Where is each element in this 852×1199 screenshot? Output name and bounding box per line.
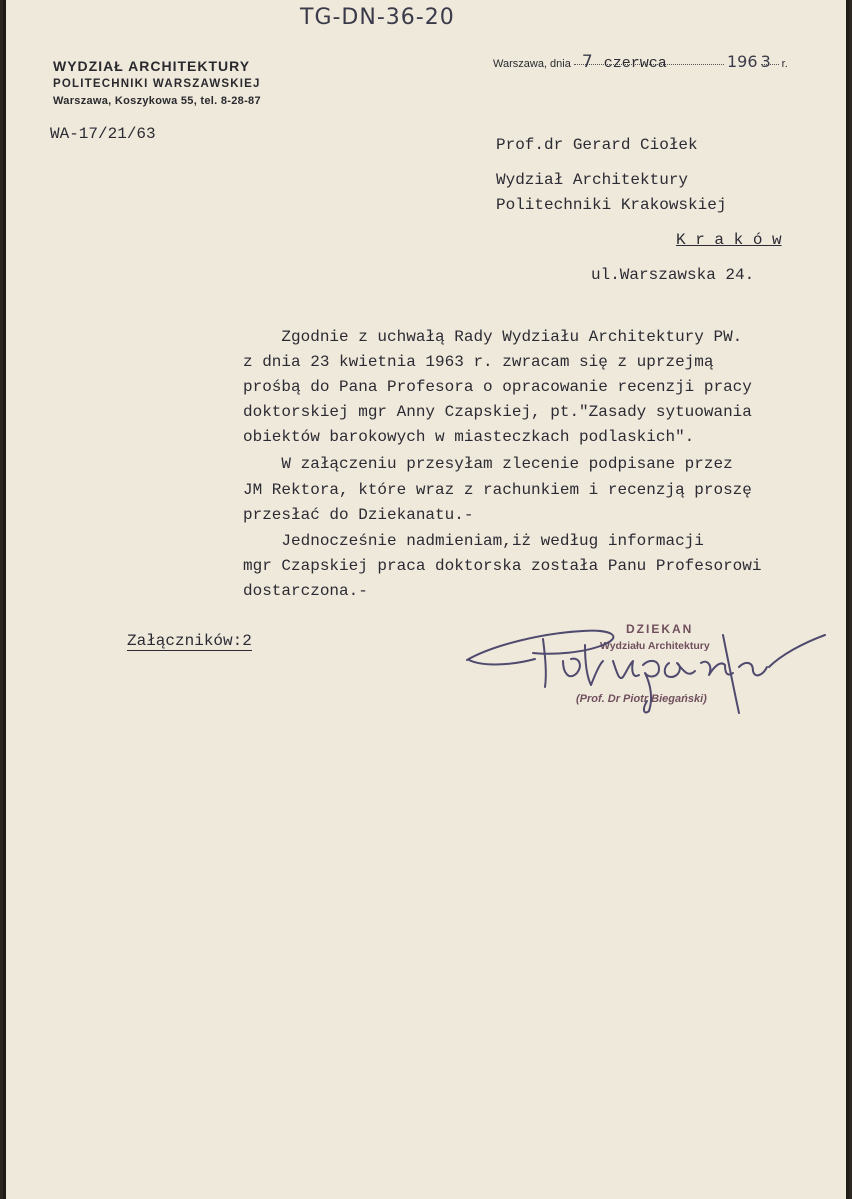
- body-line: mgr Czapskiej praca doktorska została Panu Profesorowi: [243, 557, 762, 575]
- stamp-unit: Wydziału Architektury: [600, 640, 710, 652]
- recipient-university: Politechniki Krakowskiej: [496, 196, 727, 214]
- recipient-name: Prof.dr Gerard Ciołek: [496, 136, 698, 154]
- body-line: z dnia 23 kwietnia 1963 r. zwracam się z uprzejmą: [243, 353, 714, 371]
- scan-edge-right: [846, 0, 849, 1199]
- body-line: Zgodnie z uchwałą Rady Wydziału Architektury PW.: [243, 328, 743, 346]
- date-year-digit: 3: [760, 52, 771, 71]
- letterhead-university: POLITECHNIKI WARSZAWSKIEJ: [53, 78, 261, 90]
- scan-edge-left: [3, 0, 6, 1199]
- date-year-prefix: 196: [726, 52, 758, 71]
- body-line: JM Rektora, które wraz z rachunkiem i recenzją proszę: [243, 481, 752, 499]
- stamp-name: (Prof. Dr Piotr Biegański): [576, 693, 707, 705]
- reference-number: WA-17/21/63: [50, 125, 156, 143]
- body-line: przesłać do Dziekanatu.-: [243, 506, 474, 524]
- letterhead: [53, 58, 261, 107]
- date-year-field: [760, 52, 779, 71]
- handwritten-signature: [463, 615, 833, 725]
- archive-reference: TG-DN-36-20: [300, 5, 455, 30]
- letterhead-faculty: WYDZIAŁ ARCHITEKTURY: [53, 58, 251, 74]
- date-month: czerwca: [603, 55, 667, 72]
- recipient-city: K r a k ó w: [676, 231, 782, 249]
- body-line: W załączeniu przesyłam zlecenie podpisane przez: [243, 455, 733, 473]
- body-line: doktorskiej mgr Anny Czapskiej, pt."Zasady sytuowania: [243, 403, 752, 421]
- date-place-label: Warszawa, dnia: [493, 58, 571, 70]
- attachments-count: Załączników:2: [127, 632, 252, 650]
- attachments-note: [127, 632, 252, 650]
- letter-page: [3, 0, 849, 1199]
- recipient-street: ul.Warszawska 24.: [591, 266, 755, 284]
- letterhead-address: Warszawa, Koszykowa 55, tel. 8-28-87: [53, 95, 261, 107]
- date-suffix: r.: [781, 58, 788, 70]
- body-line: obiektów barokowych w miasteczkach podlaskich".: [243, 428, 695, 446]
- body-line: Jednocześnie nadmieniam,iż według informacji: [243, 532, 704, 550]
- body-line: prośbą do Pana Profesora o opracowanie recenzji pracy: [243, 378, 752, 396]
- date-day: 7: [581, 52, 593, 72]
- body-line: dostarczona.-: [243, 582, 368, 600]
- stamp-title: DZIEKAN: [626, 622, 694, 636]
- date-day-month-field: [574, 52, 724, 72]
- recipient-faculty: Wydział Architektury: [496, 171, 689, 189]
- date-line: [493, 52, 788, 71]
